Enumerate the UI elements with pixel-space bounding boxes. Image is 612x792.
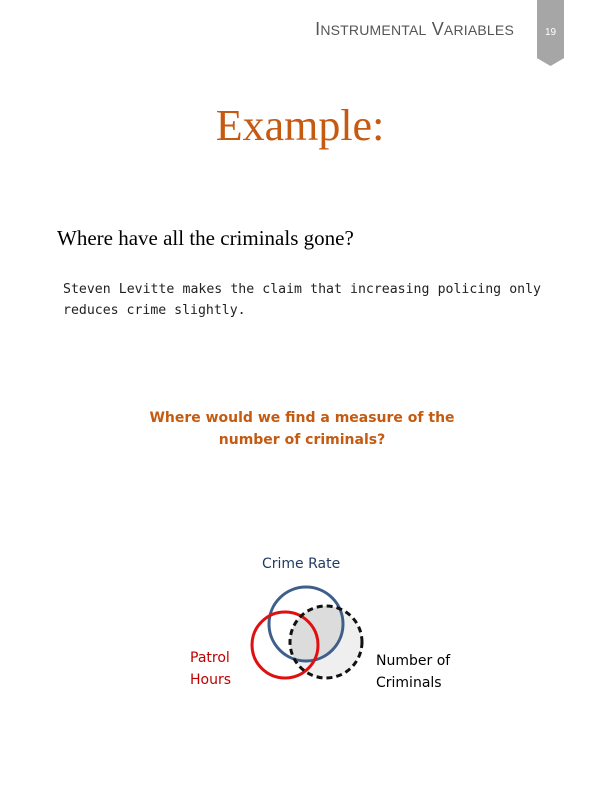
question-line-2: number of criminals? — [218, 432, 386, 448]
header-title: INSTRUMENTAL VARIABLES — [315, 19, 514, 39]
crime-rate-label: Crime Rate — [262, 556, 341, 572]
patrol-hours-label: Patrol Hours — [190, 650, 232, 688]
number-of-criminals-label: Number of Criminals — [376, 653, 451, 691]
slide-title: Example: — [215, 101, 385, 150]
question-line-1: Where would we find a measure of the — [149, 410, 455, 426]
body-text: Steven Levitte makes the claim that increasing policing only reduces crime slightly. — [63, 282, 541, 318]
page-number: 19 — [544, 27, 557, 38]
slide-subtitle: Where have all the criminals gone? — [57, 226, 354, 250]
